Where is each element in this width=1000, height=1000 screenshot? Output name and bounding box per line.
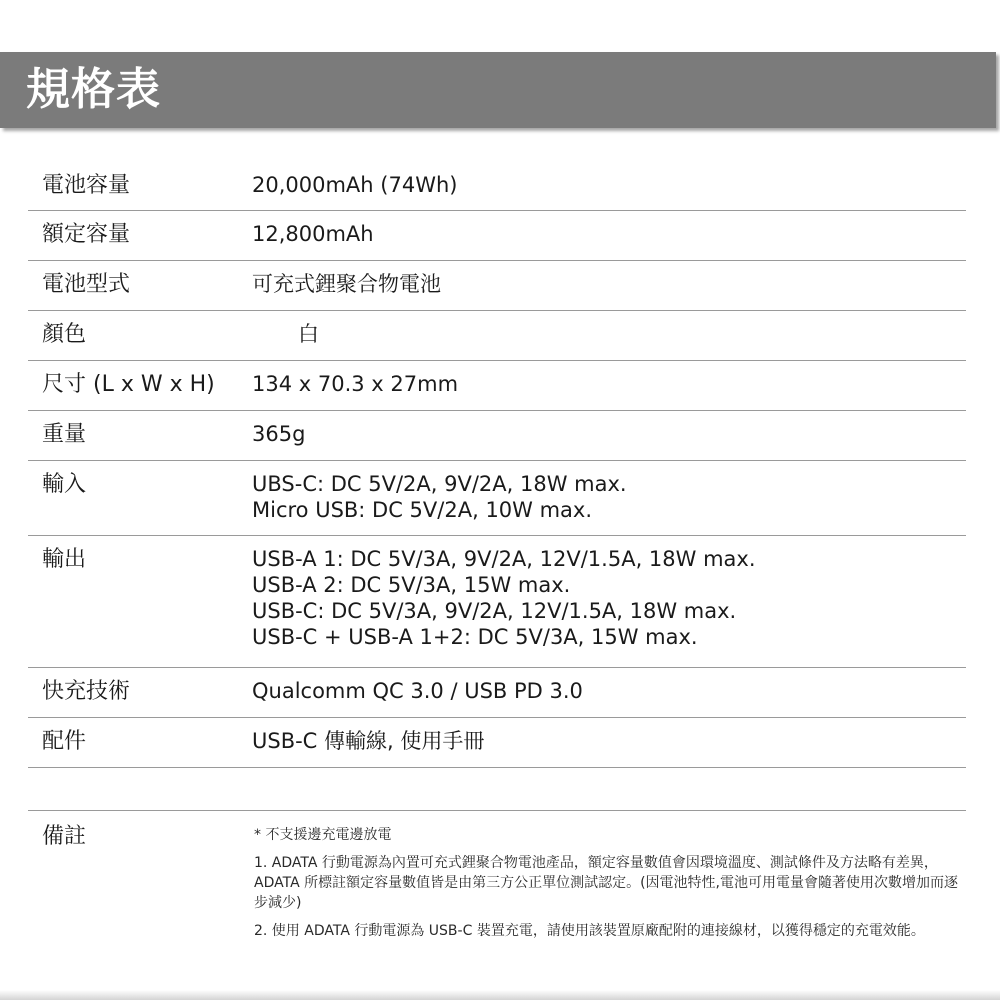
spec-value-line: 可充式鋰聚合物電池 [252,272,441,296]
spec-row-accessories [28,718,966,768]
notes-label: 備註 [42,824,87,849]
spec-value-line: USB-A 1: DC 5V/3A, 9V/2A, 12V/1.5A, 18W max. [252,547,756,571]
header-bar [0,52,996,128]
spec-table [28,162,966,768]
spec-label: 快充技術 [42,679,131,704]
notes-section [28,810,966,981]
spec-row-weight [28,411,966,461]
spec-value [252,421,305,447]
spec-value-line: USB-C: DC 5V/3A, 9V/2A, 12V/1.5A, 18W max. [252,599,737,623]
note-item: * 不支援邊充電邊放電 [254,827,392,843]
spec-value [252,678,583,704]
spec-value-line: 134 x 70.3 x 27mm [252,372,459,396]
spec-value-line: UBS-C: DC 5V/2A, 9V/2A, 18W max. [252,472,627,496]
spec-label: 電池容量 [42,173,131,198]
bottom-edge-shadow [0,990,1000,1000]
page-title: 規格表 [26,64,161,115]
spec-label: 額定容量 [42,222,131,247]
spec-value [252,728,484,754]
spec-value-line: Micro USB: DC 5V/2A, 10W max. [252,498,593,522]
spec-row-output [28,536,966,668]
spec-value-line: USB-A 2: DC 5V/3A, 15W max. [252,573,571,597]
spec-label: 輸出 [42,547,87,572]
spec-label: 重量 [42,422,87,447]
spec-value [252,371,458,397]
spec-row-color [28,311,966,361]
spec-label: 電池型式 [42,272,131,297]
note-item: 1. ADATA 行動電源為內置可充式鋰聚合物電池產品，額定容量數值會因環境溫度、測試條件及方法略有差異，ADATA 所標註額定容量數值皆是由第三方公正單位測試認定。(因電池特性,電池可用電量會隨著使用次數增加而逐步減少) [254,855,959,911]
spec-value-line: USB-C 傳輸線, 使用手冊 [252,729,485,753]
spec-value [298,321,319,347]
spec-value [252,546,756,650]
spec-label: 尺寸 (L x W x H) [42,372,215,397]
spec-value [252,221,374,247]
spec-value [252,271,441,297]
spec-value-line: 白 [298,322,319,346]
notes-body [254,825,960,949]
spec-row-rated-capacity [28,211,966,261]
spec-label: 輸入 [42,472,87,497]
spec-row-capacity [28,162,966,211]
spec-value-line: USB-C + USB-A 1+2: DC 5V/3A, 15W max. [252,625,698,649]
spec-value-line: 20,000mAh (74Wh) [252,173,458,197]
spec-row-input [28,461,966,536]
spec-value-line: 12,800mAh [252,222,374,246]
spec-label: 配件 [42,729,87,754]
spec-value [252,172,457,198]
spec-label: 顏色 [42,322,87,347]
spec-row-battery-type [28,261,966,311]
spec-value [252,471,627,523]
note-item: 2. 使用 ADATA 行動電源為 USB-C 裝置充電，請使用該裝置原廠配附的連接線材，以獲得穩定的充電效能。 [254,923,925,939]
spec-row-dimensions [28,361,966,411]
spec-value-line: 365g [252,422,306,446]
spec-value-line: Qualcomm QC 3.0 / USB PD 3.0 [252,679,583,703]
spec-row-fast-charge [28,668,966,718]
